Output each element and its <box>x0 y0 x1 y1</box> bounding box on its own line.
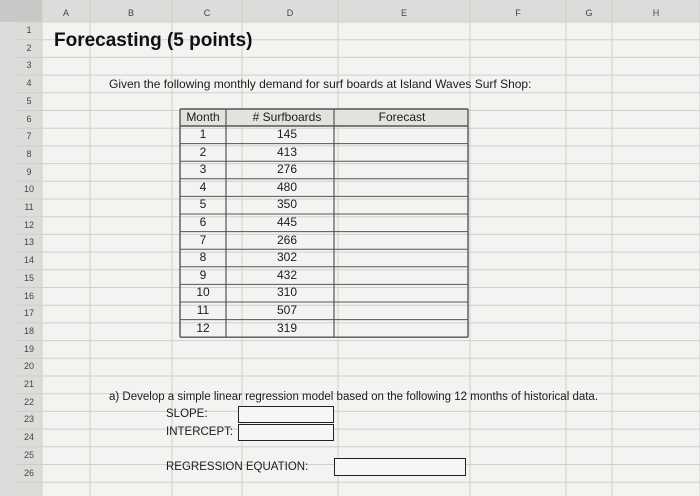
cell-month[interactable]: 2 <box>199 144 207 159</box>
row-header-19[interactable]: 19 <box>23 343 34 354</box>
cell-forecast[interactable] <box>336 196 468 214</box>
cell-month[interactable]: 7 <box>199 232 207 247</box>
column-header-b[interactable]: B <box>127 8 134 18</box>
regression-equation-input[interactable] <box>334 458 466 476</box>
cell-surfboards[interactable]: 432 <box>276 267 298 282</box>
row-header-11[interactable]: 11 <box>24 202 34 212</box>
row-header-6[interactable]: 6 <box>26 113 32 124</box>
cell-surfboards[interactable]: 350 <box>276 197 298 212</box>
intercept-label: INTERCEPT: <box>166 426 234 438</box>
cell-month[interactable]: 10 <box>196 285 210 300</box>
column-header-a[interactable]: A <box>62 8 69 18</box>
row-header-20[interactable]: 20 <box>23 361 34 372</box>
intercept-input[interactable] <box>238 424 334 441</box>
row-header-8[interactable]: 8 <box>26 148 32 159</box>
cell-forecast[interactable] <box>336 161 468 179</box>
cell-surfboards[interactable]: 276 <box>276 162 298 177</box>
row-header-24[interactable]: 24 <box>23 432 34 443</box>
cell-forecast[interactable] <box>336 284 468 302</box>
cell-month[interactable]: 12 <box>196 320 210 335</box>
cell-surfboards[interactable]: 302 <box>276 250 298 265</box>
regression-equation-label: REGRESSION EQUATION: <box>166 461 309 473</box>
cell-month[interactable]: 4 <box>199 179 207 194</box>
header-month: Month <box>186 110 220 124</box>
column-header-f[interactable]: F <box>515 8 521 18</box>
cell-forecast[interactable] <box>336 214 468 232</box>
cell-surfboards[interactable]: 310 <box>276 285 298 300</box>
cell-month[interactable]: 6 <box>199 215 207 229</box>
header-forecast: Forecast <box>378 110 426 124</box>
row-header-13[interactable]: 13 <box>23 237 34 248</box>
row-header-3[interactable]: 3 <box>26 60 32 71</box>
row-header-15[interactable]: 15 <box>23 272 34 283</box>
cell-month[interactable]: 11 <box>196 303 210 317</box>
cell-forecast[interactable] <box>336 302 468 320</box>
row-header-7[interactable]: 7 <box>26 131 32 142</box>
column-header-e[interactable]: E <box>400 8 407 18</box>
cell-forecast[interactable] <box>336 232 468 250</box>
row-header-22[interactable]: 22 <box>23 396 34 407</box>
cell-forecast[interactable] <box>336 267 468 285</box>
row-header-1[interactable]: 1 <box>26 25 32 35</box>
sheet-title: Forecasting (5 points) <box>54 30 253 51</box>
cell-surfboards[interactable]: 445 <box>276 215 298 229</box>
cell-forecast[interactable] <box>336 179 468 197</box>
column-header-h[interactable]: H <box>652 8 660 18</box>
cell-surfboards[interactable]: 507 <box>276 303 298 317</box>
cell-forecast[interactable] <box>336 320 468 338</box>
row-header-16[interactable]: 16 <box>23 290 34 301</box>
cell-forecast[interactable] <box>336 249 468 267</box>
cell-surfboards[interactable]: 266 <box>276 232 298 247</box>
row-header-4[interactable]: 4 <box>26 78 32 89</box>
column-header-g[interactable]: G <box>585 8 593 18</box>
cell-forecast[interactable] <box>336 126 468 144</box>
cell-surfboards[interactable]: 319 <box>276 320 298 335</box>
row-header-10[interactable]: 10 <box>23 184 34 195</box>
row-header-18[interactable]: 18 <box>23 325 34 336</box>
header-surfboards: # Surfboards <box>252 110 322 124</box>
slope-label: SLOPE: <box>166 408 208 420</box>
select-all-corner <box>0 0 42 22</box>
column-header-d[interactable]: D <box>286 8 294 18</box>
cell-surfboards[interactable]: 480 <box>276 179 298 194</box>
row-header-23[interactable]: 23 <box>23 414 34 425</box>
row-header-21[interactable]: 21 <box>23 379 34 389</box>
cell-month[interactable]: 5 <box>199 197 207 212</box>
row-header-5[interactable]: 5 <box>26 95 32 106</box>
cell-month[interactable]: 3 <box>199 162 207 177</box>
column-header-c[interactable]: C <box>203 8 211 18</box>
row-header-25[interactable]: 25 <box>23 449 34 460</box>
cell-month[interactable]: 8 <box>199 250 207 265</box>
row-header-17[interactable]: 17 <box>23 308 34 319</box>
row-header-9[interactable]: 9 <box>26 166 32 177</box>
cell-month[interactable]: 1 <box>199 127 207 141</box>
cell-surfboards[interactable]: 145 <box>276 127 298 141</box>
row-header-26[interactable]: 26 <box>23 467 34 478</box>
row-header-12[interactable]: 12 <box>23 219 34 230</box>
cell-forecast[interactable] <box>336 144 468 162</box>
intro-text: Given the following monthly demand for surf boards at Island Waves Surf Shop: <box>109 77 532 91</box>
row-header-14[interactable]: 14 <box>23 255 34 266</box>
cell-month[interactable]: 9 <box>199 267 207 282</box>
row-header-2[interactable]: 2 <box>26 42 32 53</box>
question-a: a) Develop a simple linear regression model based on the following 12 months of historical data. <box>109 391 599 403</box>
slope-input[interactable] <box>238 406 334 423</box>
cell-surfboards[interactable]: 413 <box>276 144 298 159</box>
